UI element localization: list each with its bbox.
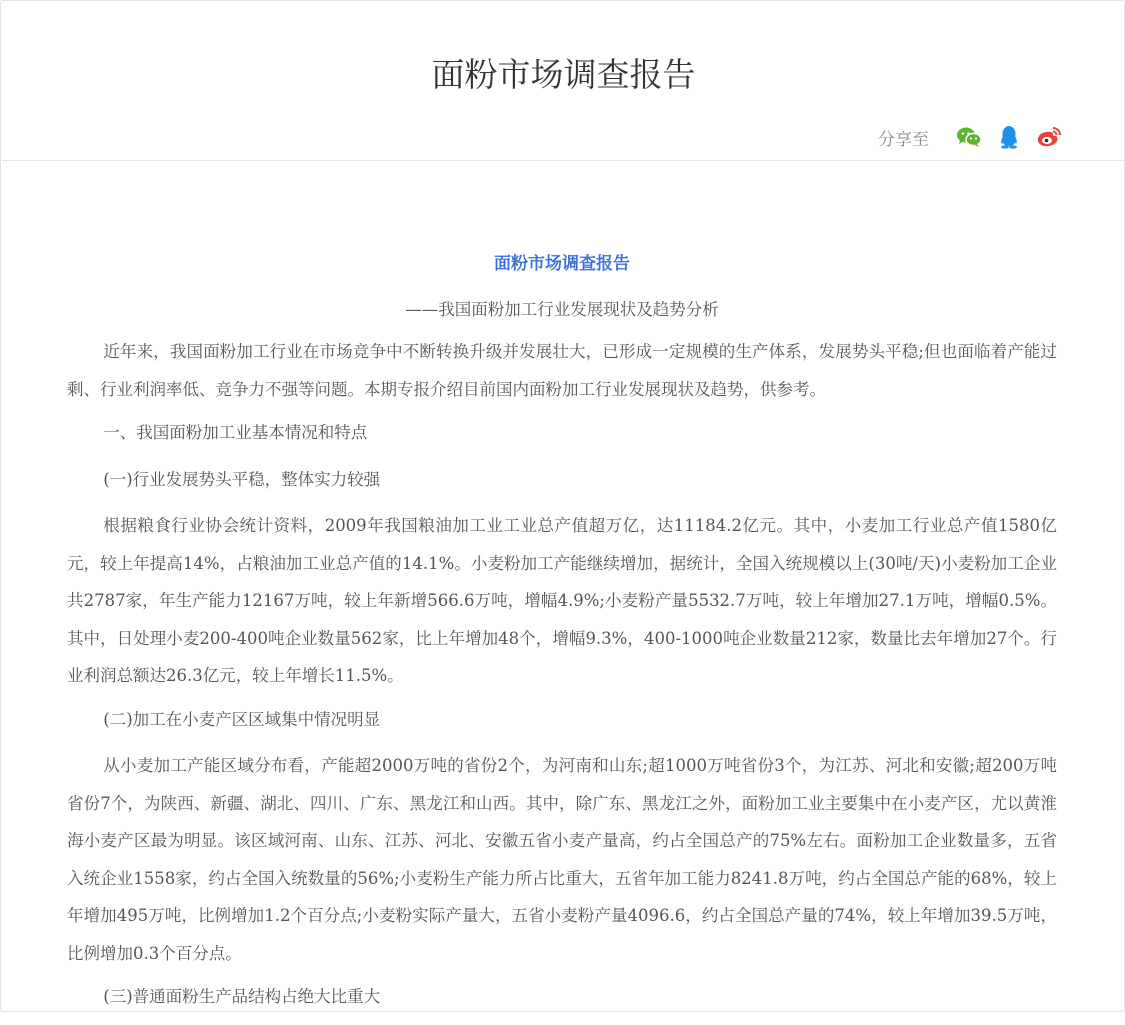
- article-title: 面粉市场调查报告: [494, 254, 630, 274]
- page-title: 面粉市场调查报告: [431, 55, 696, 94]
- paragraph: 近年来，我国面粉加工行业在市场竞争中不断转换升级并发展壮大，已形成一定规模的生产体系，发展势头平稳;但也面临着产能过剩、行业利润率低、竞争力不强等问题。本期专报介绍目前国内面粉加工行业发展现状及趋势，供参考。: [67, 342, 1057, 399]
- wechat-icon[interactable]: [955, 123, 983, 151]
- share-bar: [878, 122, 1063, 152]
- section-heading: 一、我国面粉加工业基本情况和特点: [103, 423, 368, 442]
- subsection-heading: (三)普通面粉生产品结构占绝大比重大: [103, 987, 381, 1006]
- paragraph: 从小麦加工产能区域分布看，产能超2000万吨的省份2个，为河南和山东;超1000万吨省份3个，为江苏、河北和安徽;超200万吨省份7个，为陕西、新疆、湖北、四川、广东、黑龙江和山西。其中，除广东、黑龙江之外，面粉加工业主要集中在小麦产区，尤以黄淮海小麦产区最为明显。该区域河南、山东、江苏、河北、安徽五省小麦产量高，约占全国总产的75%左右。面粉加工企业数量多，五省入统企业1558家，约占全国入统数量的56%;小麦粉生产能力所占比重大，五省年加工能力8241.8万吨，约占全国总产能的68%，较上年增加495万吨，比例增加1.2个百分点;小麦粉实际产量大，五省小麦粉产量4096.6，约占全国总产量的74%，较上年增加39.5万吨，比例增加0.3个百分点。: [67, 756, 1057, 963]
- subsection-heading: (一)行业发展势头平稳，整体实力较强: [103, 469, 381, 489]
- subsection-heading: (二)加工在小麦产区区域集中情况明显: [103, 709, 381, 729]
- page-header: [2, 2, 1125, 161]
- weibo-icon[interactable]: [1035, 123, 1063, 151]
- article-subtitle: ——我国面粉加工行业发展现状及趋势分析: [405, 300, 719, 319]
- paragraph: 根据粮食行业协会统计资料，2009年我国粮油加工业工业总产值超万亿，达11184.2亿元。其中，小麦加工行业总产值1580亿元，较上年提高14%，占粮油加工业总产值的14.1%。小麦粉加工产能继续增加，据统计，全国入统规模以上(30吨/天)小麦粉加工企业共2787家，年生产能力12167万吨，较上年新增566.6万吨，增幅4.9%;小麦粉产量5532.7万吨，较上年增加27.1万吨，增幅0.5%。其中，日处理小麦200-400吨企业数量562家，比上年增加48个，增幅9.3%，400-1000吨企业数量212家，数量比去年增加27个。行业利润总额达26.3亿元，较上年增长11.5%。: [67, 516, 1057, 685]
- article-body: [67, 241, 1057, 1025]
- share-label: 分享至: [878, 129, 929, 150]
- qq-icon[interactable]: [995, 123, 1023, 151]
